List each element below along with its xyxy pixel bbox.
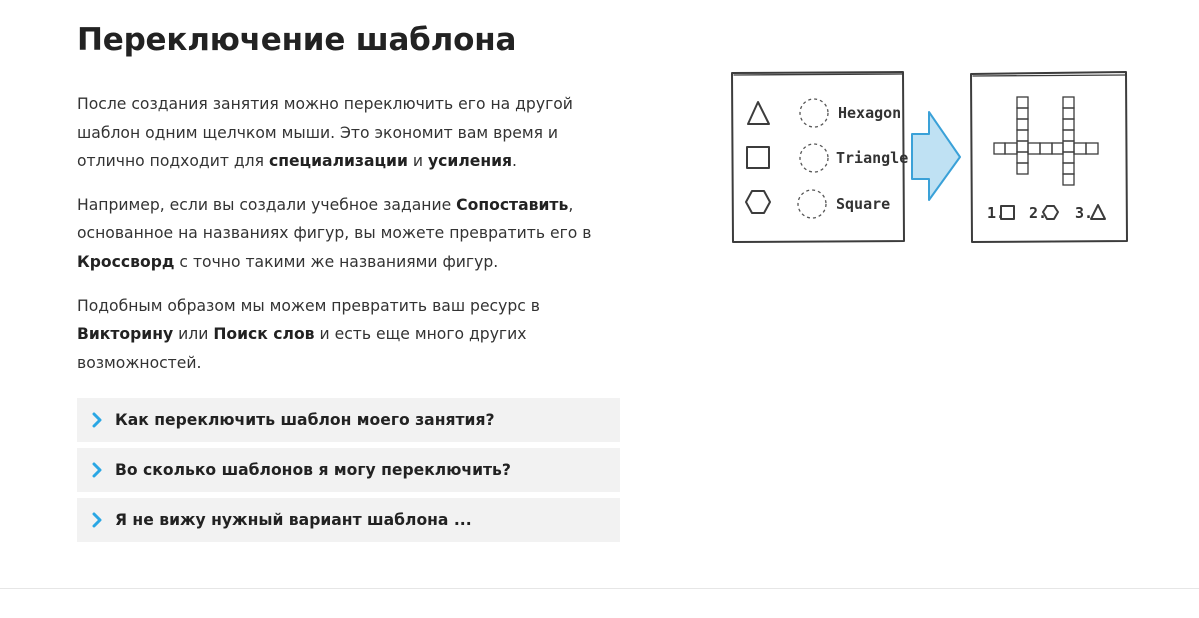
emphasized-term: специализации	[268, 152, 408, 171]
square-icon	[747, 147, 769, 168]
paragraph-more	[77, 292, 625, 378]
paragraph-example	[77, 191, 625, 277]
template-switch-illustration	[728, 67, 1130, 247]
clue-number: 2.	[1029, 204, 1048, 222]
faq-item-how-to-switch[interactable]	[77, 398, 620, 442]
paragraph-text: Например, если вы создали учебное задание	[77, 195, 457, 214]
chevron-right-icon	[77, 498, 115, 542]
faq-item-label: Во сколько шаблонов я могу переключить?	[115, 461, 511, 479]
match-word: Hexagon	[838, 104, 902, 122]
emphasized-term: Викторину	[77, 325, 174, 344]
match-up-card	[732, 72, 908, 242]
paragraph-text: с точно такими же названиями фигур.	[174, 252, 499, 271]
clue-number: 3.	[1075, 204, 1094, 222]
illustration-svg	[728, 67, 1130, 247]
chevron-right-icon	[77, 448, 115, 492]
page-title: Переключение шаблона	[77, 22, 517, 58]
chevron-right-icon	[77, 398, 115, 442]
paragraph-text: и есть еще много других возможностей.	[77, 325, 527, 372]
hexagon-icon	[746, 191, 770, 213]
faq-item-label: Я не вижу нужный вариант шаблона ...	[115, 511, 472, 529]
emphasized-term: Сопоставить	[456, 195, 569, 214]
faq-item-missing-template[interactable]	[77, 498, 620, 542]
paragraph-text: .	[512, 152, 517, 171]
faq-item-label: Как переключить шаблон моего занятия?	[115, 411, 495, 429]
emphasized-term: Поиск слов	[213, 325, 315, 344]
description	[77, 90, 625, 392]
paragraph-text: , основанное на названиях фигур, вы можете превратить его в	[77, 195, 592, 243]
paragraph-text: После создания занятия можно переключить его на другой шаблон одним щелчком мыши. Это экономит вам время и отлично подходит для	[77, 95, 573, 171]
emphasized-term: усиления	[427, 152, 513, 171]
clue-number: 1.	[987, 204, 1006, 222]
faq-item-how-many[interactable]	[77, 448, 620, 492]
faq-list	[77, 398, 620, 548]
triangle-icon	[1091, 205, 1105, 219]
crossword-card	[971, 72, 1127, 242]
arrow-right-icon	[912, 112, 960, 200]
triangle-icon	[748, 102, 769, 124]
emphasized-term: Кроссворд	[77, 252, 175, 271]
paragraph-text: или	[173, 325, 214, 344]
paragraph-text: Подобным образом мы можем превратить ваш ресурс в	[77, 296, 540, 315]
paragraph-text: и	[407, 152, 428, 171]
match-word: Square	[836, 195, 891, 213]
crossword-grid-icon	[994, 97, 1098, 185]
paragraph-intro	[77, 90, 625, 176]
match-word: Triangle	[836, 149, 909, 167]
section-divider	[0, 588, 1199, 589]
